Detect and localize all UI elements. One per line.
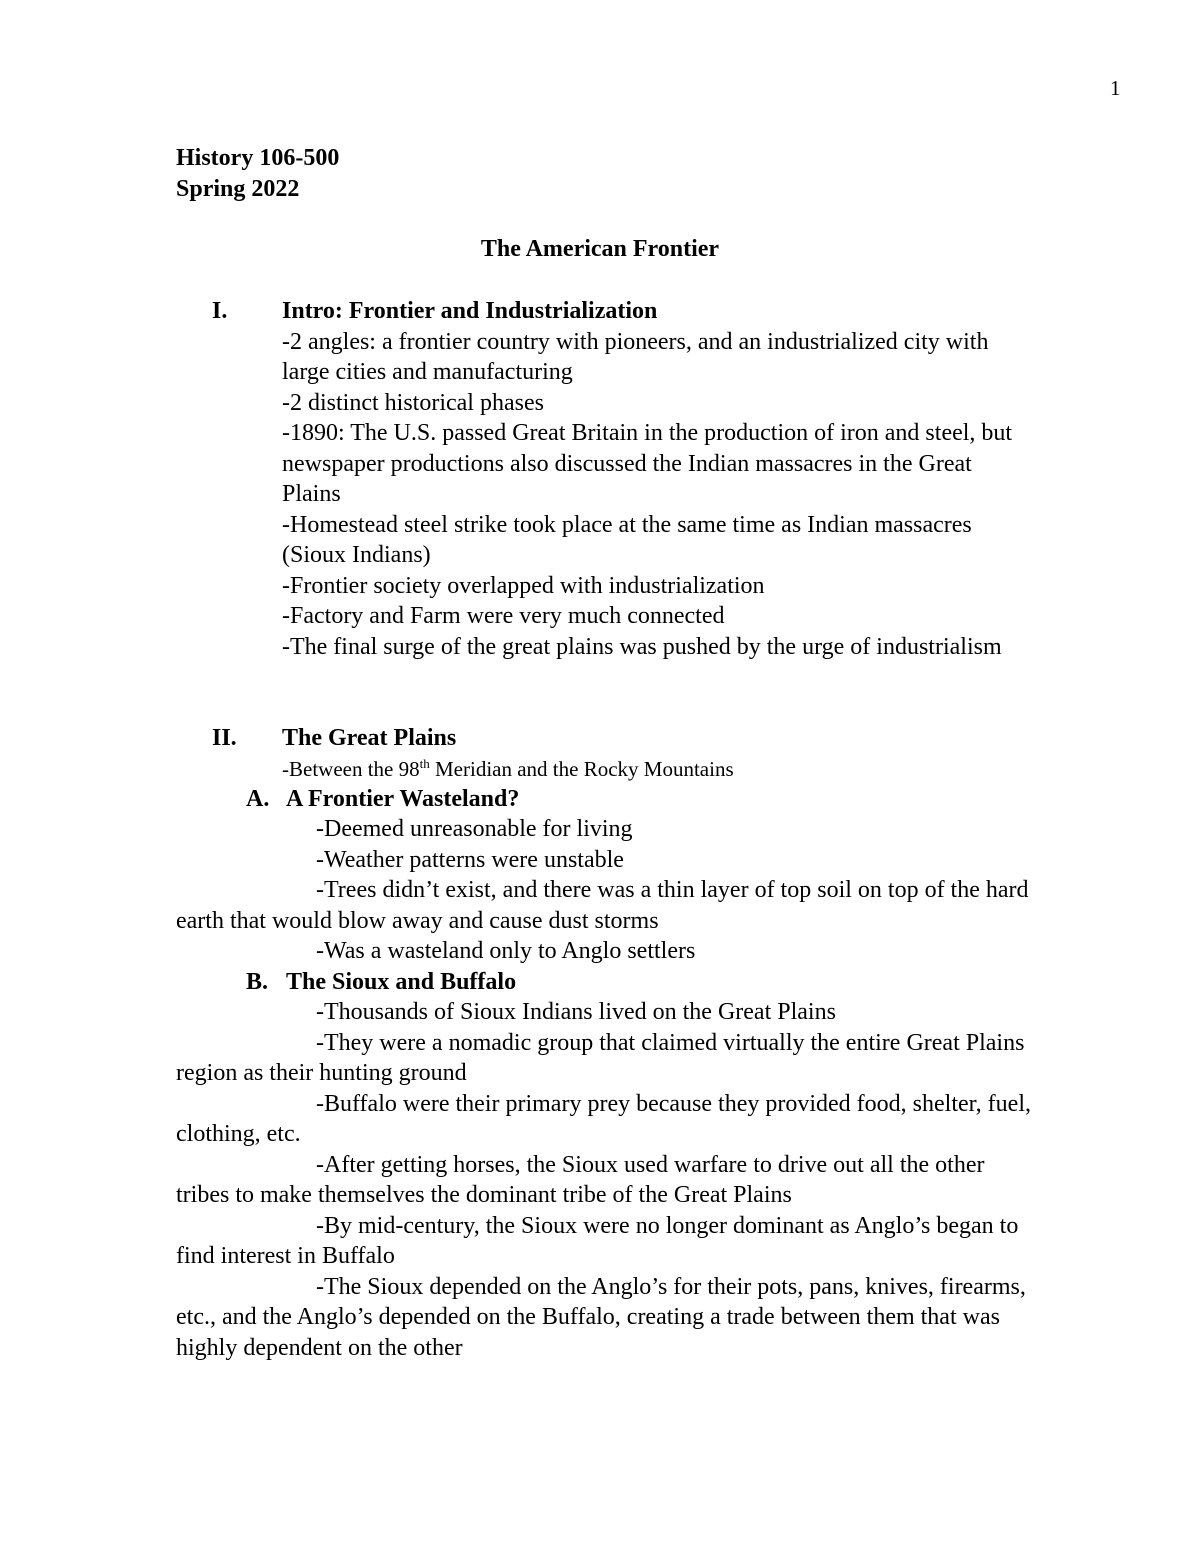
- note-superscript: th: [419, 755, 430, 771]
- document-header: [176, 143, 339, 205]
- subsection-heading: [176, 967, 1036, 998]
- section-note: [176, 754, 1036, 784]
- list-item: -By mid-century, the Sioux were no longer dominant as Anglo’s began to find interest in Buffalo: [176, 1212, 1019, 1269]
- list-item: -Deemed unreasonable for living: [316, 816, 633, 842]
- subsection-title: The Sioux and Buffalo: [286, 968, 517, 995]
- subsection-letter: B.: [246, 968, 269, 995]
- list-item: -Factory and Farm were very much connected: [282, 603, 725, 629]
- list-item: -The final surge of the great plains was pushed by the urge of industrialism: [282, 633, 1002, 660]
- term: Spring 2022: [176, 176, 300, 202]
- list-item: -Was a wasteland only to Anglo settlers: [316, 938, 696, 964]
- document-title: The American Frontier: [480, 236, 720, 262]
- section-title: Intro: Frontier and Industrialization: [282, 298, 658, 324]
- note-text: Meridian and the Rocky Mountains: [429, 756, 734, 781]
- subsection-letter: A.: [246, 785, 270, 812]
- list-item: -Frontier society overlapped with industrialization: [282, 572, 765, 599]
- course-name: History 106-500: [176, 145, 340, 171]
- note-text: -Between the 98: [282, 756, 420, 781]
- section-heading: [176, 723, 1036, 754]
- list-item: -Buffalo were their primary prey because they provided food, shelter, fuel, clothing, etc.: [176, 1090, 1031, 1147]
- subsection-heading: [176, 784, 1036, 815]
- section-intro: [176, 296, 1036, 662]
- list-item: -Homestead steel strike took place at the same time as Indian massacres (Sioux Indians): [282, 511, 972, 568]
- section-great-plains: [176, 723, 1036, 1363]
- subsection-title: A Frontier Wasteland?: [286, 785, 520, 812]
- list-item: -1890: The U.S. passed Great Britain in the production of iron and steel, but newspaper productions also discussed the Indian massacres in the Great Plains: [282, 420, 1013, 507]
- list-item: -After getting horses, the Sioux used warfare to drive out all the other tribes to make themselves the dominant tribe of the Great Plains: [176, 1151, 985, 1208]
- section-numeral: I.: [212, 298, 228, 324]
- page-number: 1: [1110, 76, 1121, 100]
- list-item: -2 distinct historical phases: [282, 389, 544, 416]
- list-item: -Weather patterns were unstable: [316, 846, 624, 873]
- list-item: -Thousands of Sioux Indians lived on the Great Plains: [316, 999, 836, 1025]
- section-heading: [176, 296, 1036, 327]
- section-title: The Great Plains: [282, 725, 457, 751]
- list-item: -Trees didn’t exist, and there was a thin layer of top soil on top of the hard earth that would blow away and cause dust storms: [176, 877, 1029, 934]
- list-item: -The Sioux depended on the Anglo’s for their pots, pans, knives, firearms, etc., and the Anglo’s depended on the Buffalo, creating a trade between them that was highly dependent on the other: [176, 1273, 1026, 1361]
- list-item: -2 angles: a frontier country with pioneers, and an industrialized city with large cities and manufacturing: [282, 328, 989, 385]
- section-numeral: II.: [212, 725, 237, 751]
- list-item: -They were a nomadic group that claimed virtually the entire Great Plains region as their hunting ground: [176, 1029, 1025, 1086]
